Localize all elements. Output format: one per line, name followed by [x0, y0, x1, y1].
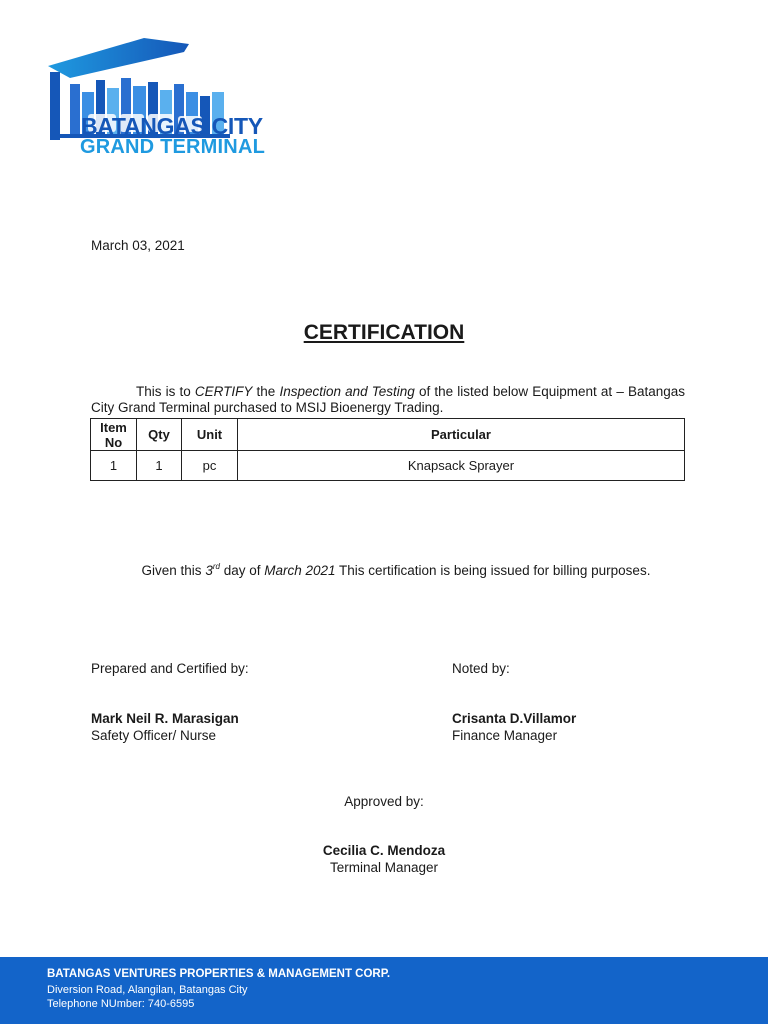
intro-certify: CERTIFY: [194, 384, 253, 399]
given-mid: day of: [219, 563, 265, 578]
prepared-by-role: Safety Officer/ Nurse: [91, 728, 217, 743]
table-row: [91, 451, 685, 481]
table-header-row: [91, 419, 685, 451]
prepared-by-label: Prepared and Certified by:: [91, 661, 249, 676]
cell-item-no: 1: [91, 451, 137, 481]
footer-company: BATANGAS VENTURES PROPERTIES & MANAGEMENT CORP.: [47, 968, 391, 980]
noted-by-label: Noted by:: [452, 661, 510, 676]
approved-by-name: Cecilia C. Mendoza: [322, 843, 446, 858]
header-item-line2: No: [104, 434, 123, 450]
given-day: [205, 563, 220, 578]
cell-qty: 1: [137, 451, 182, 481]
noted-by-name: Crisanta D.Villamor: [452, 711, 577, 726]
noted-by-role: Finance Manager: [452, 728, 558, 743]
given-suffix: This certification is being issued for billing purposes.: [335, 563, 651, 578]
given-day-number: 3: [205, 563, 213, 578]
given-day-ordinal: rd: [212, 562, 220, 571]
prepared-by-name: Mark Neil R. Marasigan: [91, 711, 239, 726]
header-particular: Particular: [238, 419, 685, 451]
equipment-table: [90, 418, 685, 481]
intro-paragraph: [91, 384, 685, 416]
intro-inspection: Inspection and Testing: [279, 384, 415, 399]
logo-line-1: BATANGAS CITY: [81, 113, 263, 139]
cell-particular: Knapsack Sprayer: [238, 451, 685, 481]
given-statement: [0, 563, 768, 578]
header-item-no: [91, 419, 137, 451]
approved-by-role: Terminal Manager: [329, 860, 439, 875]
document-title: CERTIFICATION: [303, 321, 465, 344]
footer-address: Diversion Road, Alangilan, Batangas City: [47, 984, 248, 996]
given-month-year: March 2021: [264, 563, 336, 578]
header-item-line1: Item: [100, 419, 127, 435]
intro-prefix: This is to: [136, 384, 195, 399]
cell-unit: pc: [182, 451, 238, 481]
approved-by-label: Approved by:: [344, 794, 424, 809]
footer-phone: Telephone NUmber: 740-6595: [47, 998, 195, 1010]
given-prefix: Given this: [141, 563, 206, 578]
intro-suffix: of the listed below Equipment at – Batangas City Grand Terminal purchased to MSIJ Bioenergy Trading.: [91, 384, 685, 415]
company-logo: [44, 34, 284, 164]
logo-line-2: GRAND TERMINAL: [80, 136, 266, 158]
document-date: March 03, 2021: [91, 238, 185, 253]
header-qty: Qty: [137, 419, 182, 451]
intro-mid: the: [252, 384, 280, 399]
header-unit: Unit: [182, 419, 238, 451]
footer-banner: [0, 957, 768, 1024]
